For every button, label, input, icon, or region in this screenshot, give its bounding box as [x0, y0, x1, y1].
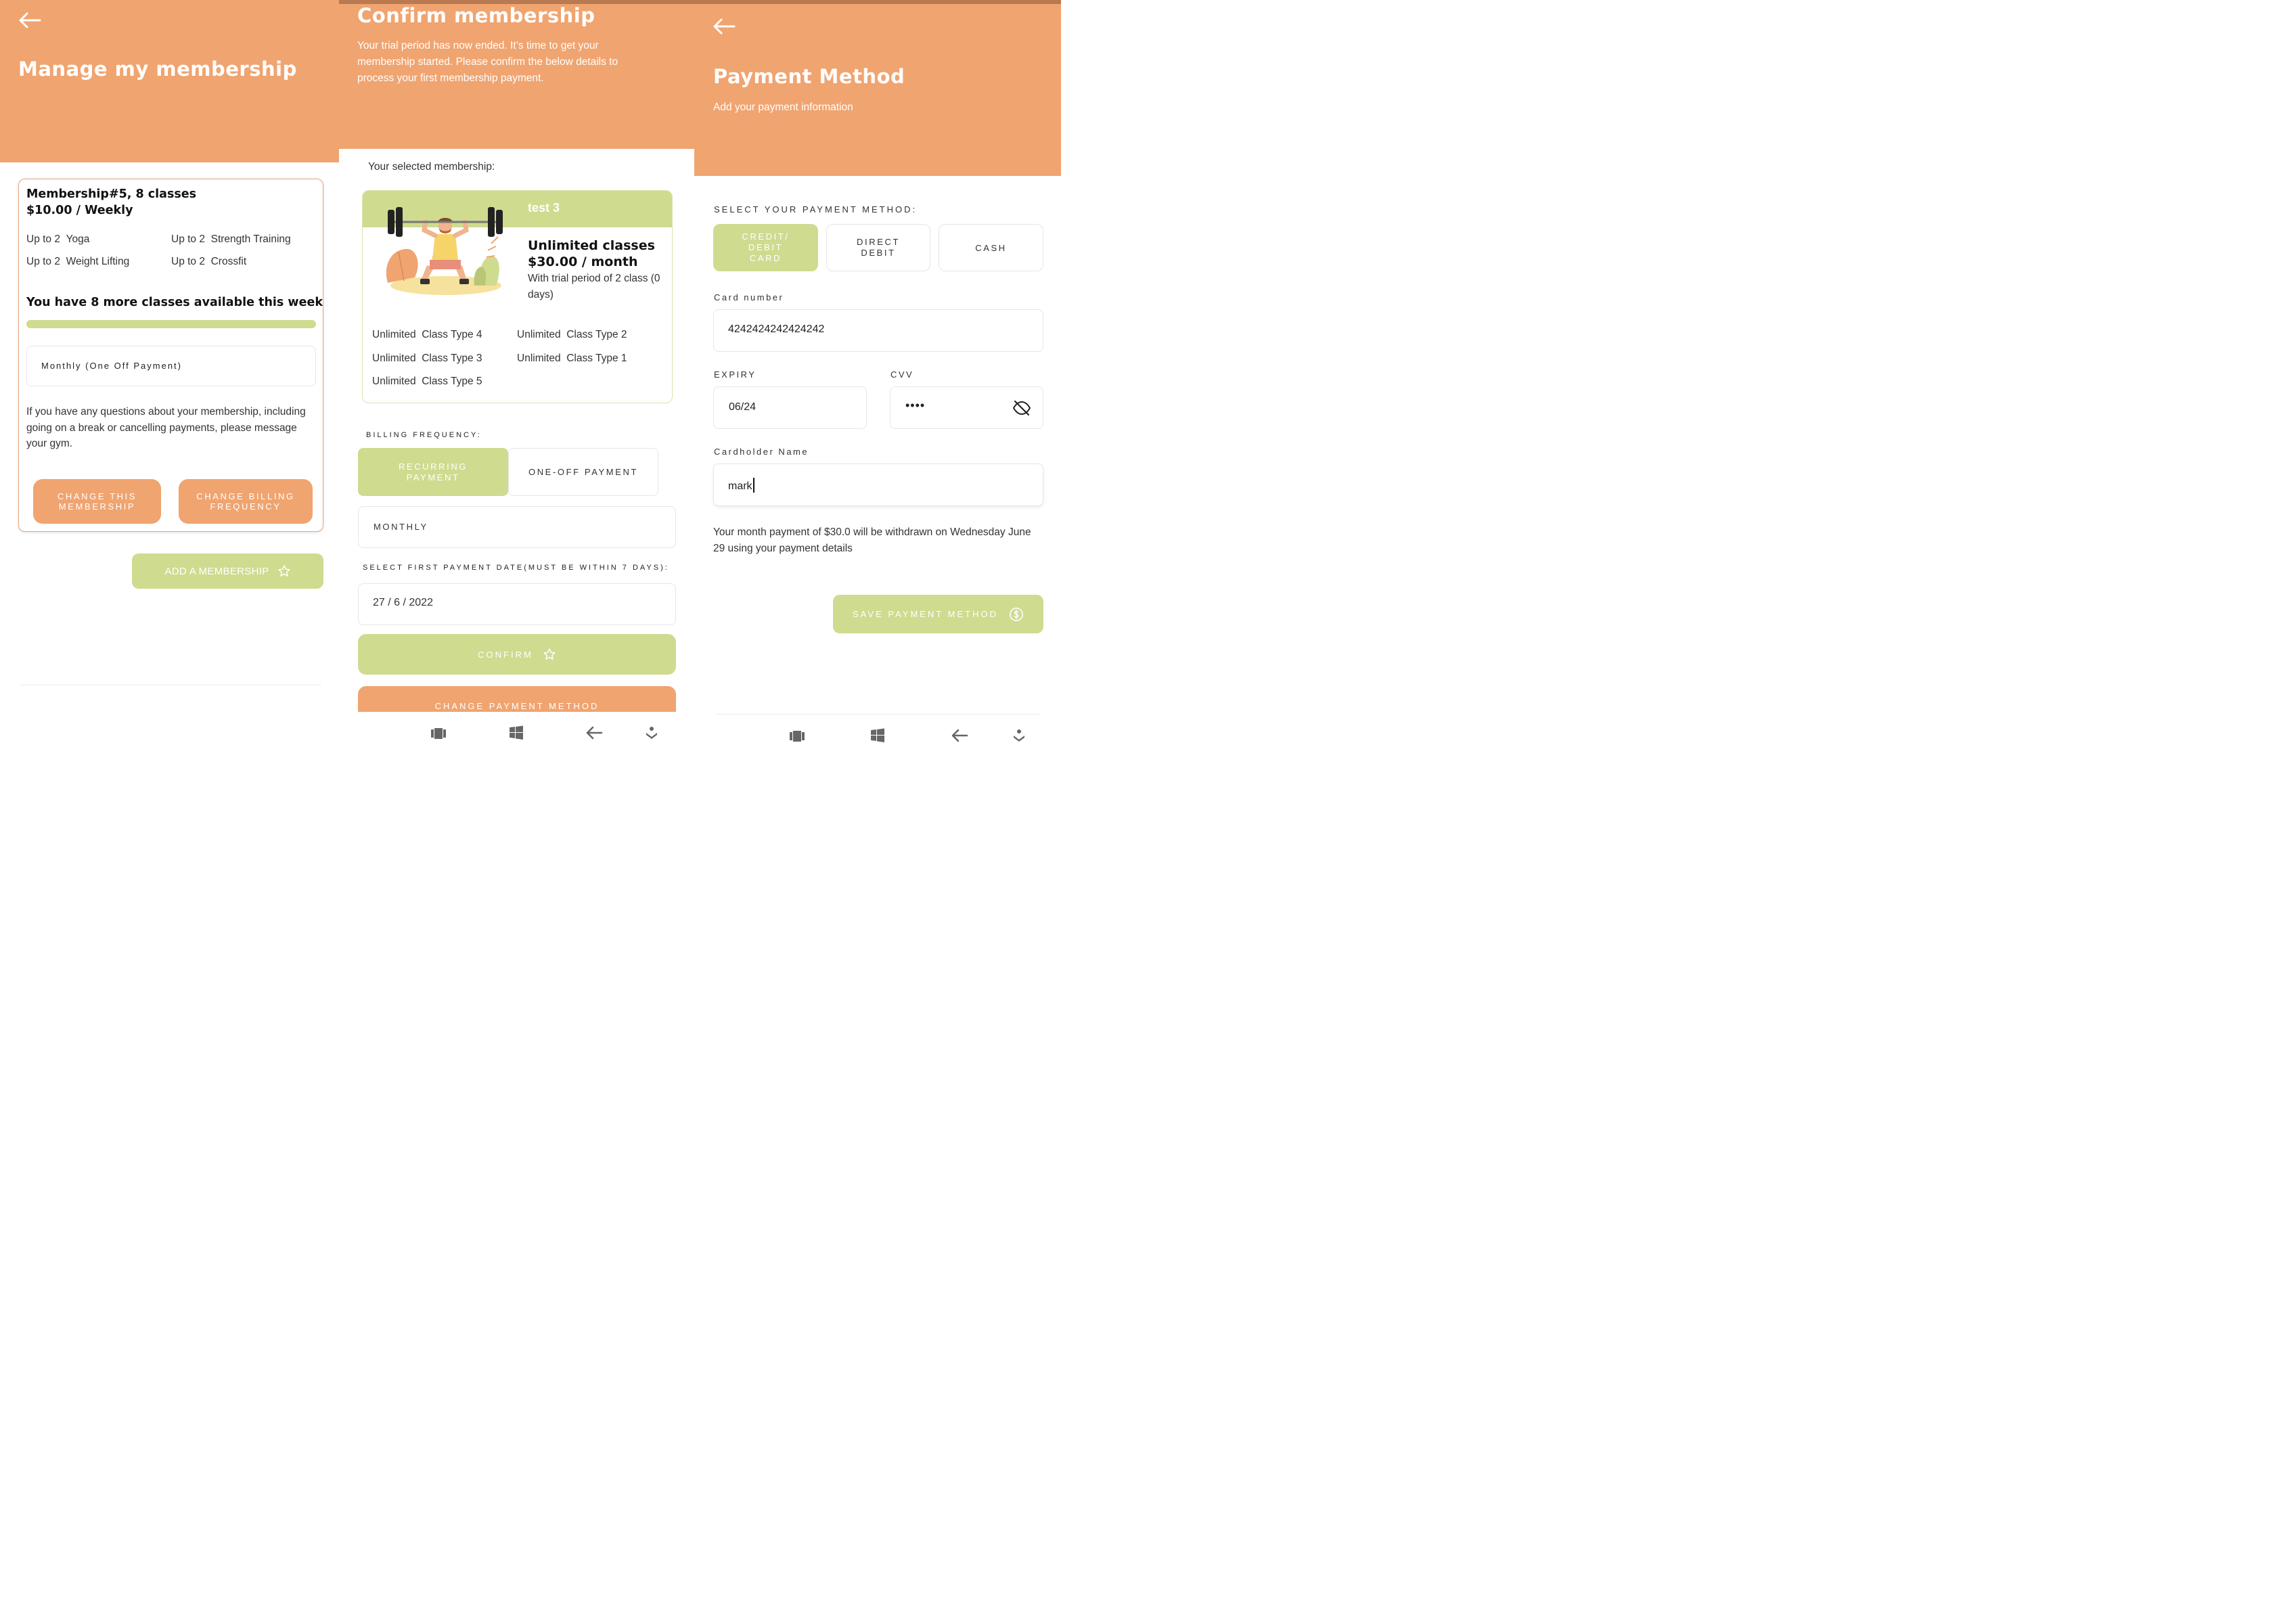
page-title: Manage my membership [18, 58, 297, 81]
selected-membership-card [362, 190, 673, 403]
task-view-icon[interactable] [430, 727, 447, 740]
add-membership-label: ADD A MEMBERSHIP [164, 565, 269, 577]
progress-fill [26, 320, 316, 328]
one-off-payment-label: ONE-OFF PAYMENT [528, 467, 639, 477]
class-type: Weight Lifting [66, 256, 130, 267]
expiry-value: 06/24 [729, 401, 757, 413]
credit-debit-card-label: CREDIT/ DEBIT CARD [742, 231, 790, 263]
cvv-label: CVV [890, 369, 914, 380]
class-row [171, 256, 246, 268]
class-limit: Unlimited [517, 353, 561, 364]
class-type: Class Type 3 [422, 353, 482, 364]
page-subtitle: Your trial period has now ended. It’s time to get your membership started. Please confirm the below details to process your first membership payment. [357, 40, 618, 84]
class-limit: Up to 2 [171, 256, 205, 267]
back-arrow-icon[interactable] [951, 729, 968, 742]
trial-period-text: With trial period of 2 class (0 days) [528, 273, 660, 300]
class-limit: Up to 2 [26, 233, 60, 245]
back-arrow-icon[interactable] [18, 12, 41, 29]
header-background [694, 0, 1061, 176]
first-payment-date-input[interactable] [358, 583, 676, 625]
card-number-input[interactable] [713, 309, 1043, 352]
class-type: Strength Training [210, 233, 291, 245]
cvv-value: •••• [905, 399, 926, 412]
change-billing-button[interactable]: CHANGE BILLING FREQUENCY [179, 479, 313, 524]
recurring-payment-label: RECURRING PAYMENT [398, 461, 468, 482]
class-type: Class Type 1 [566, 353, 627, 364]
recurring-payment-button[interactable] [358, 448, 508, 496]
change-payment-method-label: CHANGE PAYMENT METHOD [434, 701, 600, 711]
manage-membership-screen [0, 0, 339, 756]
cardholder-name-input[interactable] [713, 464, 1043, 506]
save-payment-method-label: SAVE PAYMENT METHOD [853, 609, 998, 619]
first-payment-date-label: SELECT FIRST PAYMENT DATE(MUST BE WITHIN 7 DAYS): [363, 564, 669, 572]
membership-price: $30.00 / month [528, 254, 638, 269]
class-limit: Unlimited [517, 329, 561, 340]
cardholder-name-value: mark [728, 480, 752, 492]
select-payment-method-label: SELECT YOUR PAYMENT METHOD: [714, 204, 918, 215]
class-row [26, 233, 89, 246]
one-off-payment-button[interactable] [508, 448, 658, 496]
page-title: Payment Method [713, 65, 905, 88]
cash-label: CASH [975, 242, 1007, 253]
membership-info-text: If you have any questions about your membership, including going on a break or cancelling payments, please message your gym. [26, 406, 306, 449]
selected-membership-label: Your selected membership: [368, 161, 495, 173]
class-row [372, 353, 482, 365]
confirm-membership-screen [339, 0, 694, 756]
confirm-button[interactable] [358, 634, 676, 675]
membership-headline: Unlimited classes [528, 238, 655, 253]
billing-frequency-value: Monthly (One Off Payment) [41, 361, 182, 371]
star-icon [543, 648, 556, 661]
class-limit: Up to 2 [26, 256, 60, 267]
dollar-circle-icon [1009, 607, 1024, 622]
class-type: Yoga [66, 233, 90, 245]
weightlifter-illustration [380, 203, 505, 298]
cash-button[interactable] [939, 224, 1043, 271]
class-row [517, 329, 627, 341]
class-type: Class Type 2 [566, 329, 627, 340]
eye-off-icon[interactable] [1012, 399, 1031, 417]
first-payment-date-value: 27 / 6 / 2022 [373, 597, 433, 608]
class-limit: Unlimited [372, 329, 416, 340]
frequency-value: MONTHLY [374, 522, 428, 532]
cardholder-name-label: Cardholder Name [714, 447, 809, 457]
back-arrow-icon[interactable] [585, 726, 603, 740]
cvv-input[interactable] [890, 386, 1043, 429]
cardholder-name-field-content [728, 478, 754, 493]
billing-frequency-field[interactable] [26, 346, 316, 386]
class-type: Crossfit [210, 256, 247, 267]
page-subtitle: Add your payment information [713, 102, 853, 113]
save-payment-method-button[interactable] [833, 595, 1043, 633]
class-row [372, 329, 482, 341]
confirm-label: CONFIRM [478, 649, 533, 660]
class-limit: Up to 2 [171, 233, 205, 245]
credit-debit-card-button[interactable] [713, 224, 818, 271]
header-background [0, 0, 339, 162]
card-number-label: Card number [714, 292, 784, 302]
membership-name: test 3 [528, 201, 560, 215]
frequency-select[interactable] [358, 506, 676, 548]
class-row [517, 353, 627, 365]
classes-available-text: You have 8 more classes available this week [26, 296, 323, 309]
membership-price: $10.00 / Weekly [26, 204, 133, 217]
star-icon [277, 564, 291, 578]
change-membership-button[interactable]: CHANGE THIS MEMBERSHIP [33, 479, 161, 524]
back-arrow-icon[interactable] [713, 18, 736, 35]
payment-note: Your month payment of $30.0 will be withdrawn on Wednesday June 29 using your payment details [713, 526, 1031, 554]
class-row [372, 376, 482, 388]
windows-icon[interactable] [870, 728, 885, 743]
page-title: Confirm membership [357, 4, 595, 27]
add-membership-button[interactable] [132, 554, 323, 589]
direct-debit-label: DIRECT DEBIT [857, 237, 900, 258]
class-type: Class Type 4 [422, 329, 482, 340]
divider [717, 714, 1040, 715]
class-limit: Unlimited [372, 353, 416, 364]
class-row [26, 256, 129, 268]
payment-method-screen [694, 0, 1061, 756]
membership-card [18, 179, 323, 532]
class-row [171, 233, 291, 246]
membership-name: Membership#5, 8 classes [26, 187, 197, 201]
windows-icon[interactable] [509, 725, 524, 740]
text-cursor [753, 478, 754, 493]
expiry-input[interactable] [713, 386, 867, 429]
class-limit: Unlimited [372, 376, 416, 387]
download-icon[interactable] [1012, 729, 1026, 744]
direct-debit-button[interactable] [826, 224, 930, 271]
task-view-icon[interactable] [789, 730, 805, 742]
expiry-label: EXPIRY [714, 369, 757, 380]
change-payment-method-button[interactable] [358, 686, 676, 712]
download-icon[interactable] [645, 726, 658, 741]
card-number-value: 4242424242424242 [728, 323, 825, 335]
billing-frequency-label: BILLING FREQUENCY: [366, 431, 482, 439]
class-type: Class Type 5 [422, 376, 482, 387]
classes-progress-bar [26, 320, 316, 328]
